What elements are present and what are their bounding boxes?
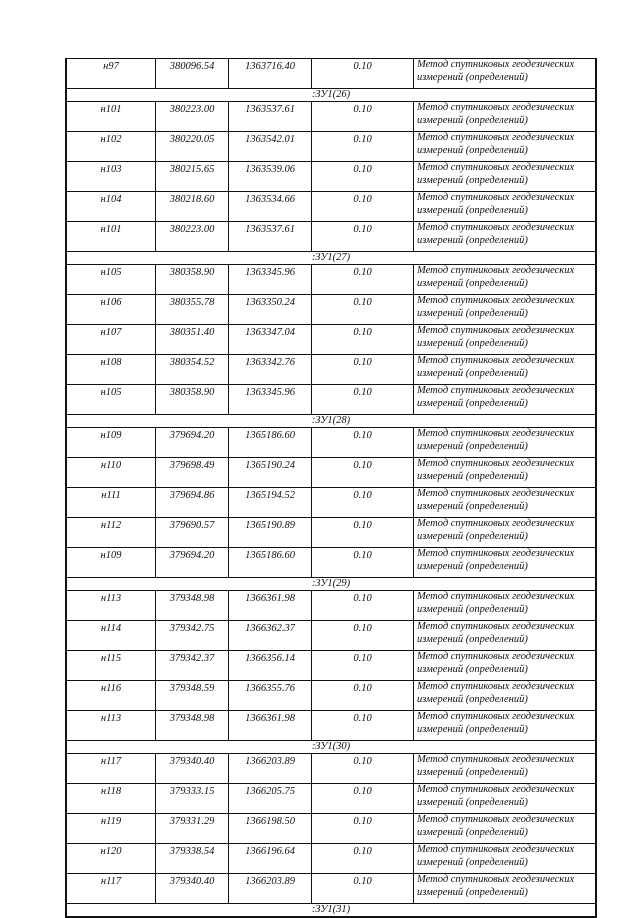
method-line: измерений (определений) — [417, 663, 528, 675]
point-name-cell: н109 — [66, 548, 156, 578]
method-cell — [414, 874, 597, 904]
method-line: измерений (определений) — [417, 440, 528, 452]
accuracy-cell: 0.10 — [312, 102, 414, 132]
y-coordinate-cell: 1363345.96 — [229, 265, 312, 295]
y-coordinate-cell: 1363539.06 — [229, 162, 312, 192]
accuracy-cell: 0.10 — [312, 621, 414, 651]
point-row — [66, 428, 596, 458]
point-row — [66, 651, 596, 681]
point-row — [66, 548, 596, 578]
point-row — [66, 458, 596, 488]
point-name-cell: н104 — [66, 192, 156, 222]
section-label: :ЗУ1(30) — [66, 741, 596, 754]
accuracy-cell: 0.10 — [312, 681, 414, 711]
method-line: Метод спутниковых геодезических — [417, 222, 575, 233]
method-line: измерений (определений) — [417, 723, 528, 735]
y-coordinate-cell: 1366362.37 — [229, 621, 312, 651]
point-name-cell: н118 — [66, 784, 156, 814]
method-line: Метод спутниковых геодезических — [417, 591, 575, 602]
method-line: измерений (определений) — [417, 886, 528, 898]
accuracy-cell: 0.10 — [312, 132, 414, 162]
method-line: Метод спутниковых геодезических — [417, 385, 575, 396]
method-line: Метод спутниковых геодезических — [417, 711, 575, 722]
accuracy-cell: 0.10 — [312, 59, 414, 89]
point-row — [66, 591, 596, 621]
point-name-cell: н114 — [66, 621, 156, 651]
x-coordinate-cell: 379690.57 — [156, 518, 229, 548]
x-coordinate-cell: 379331.29 — [156, 814, 229, 844]
method-cell — [414, 132, 597, 162]
y-coordinate-cell: 1363345.96 — [229, 385, 312, 415]
method-line: измерений (определений) — [417, 174, 528, 186]
accuracy-cell: 0.10 — [312, 518, 414, 548]
method-line: измерений (определений) — [417, 530, 528, 542]
x-coordinate-cell: 379694.20 — [156, 428, 229, 458]
y-coordinate-cell: 1363542.01 — [229, 132, 312, 162]
y-coordinate-cell: 1363537.61 — [229, 102, 312, 132]
accuracy-cell: 0.10 — [312, 162, 414, 192]
method-line: измерений (определений) — [417, 397, 528, 409]
y-coordinate-cell: 1365194.52 — [229, 488, 312, 518]
section-label: :ЗУ1(28) — [66, 415, 596, 428]
point-row — [66, 355, 596, 385]
x-coordinate-cell: 379348.98 — [156, 711, 229, 741]
point-name-cell: н119 — [66, 814, 156, 844]
method-line: измерений (определений) — [417, 470, 528, 482]
method-line: измерений (определений) — [417, 500, 528, 512]
method-line: измерений (определений) — [417, 277, 528, 289]
coordinates-table-body — [66, 59, 596, 918]
accuracy-cell: 0.10 — [312, 265, 414, 295]
method-line: измерений (определений) — [417, 71, 528, 83]
method-line: Метод спутниковых геодезических — [417, 844, 575, 855]
method-line: Метод спутниковых геодезических — [417, 192, 575, 203]
x-coordinate-cell: 379342.75 — [156, 621, 229, 651]
method-line: Метод спутниковых геодезических — [417, 162, 575, 173]
point-name-cell: н115 — [66, 651, 156, 681]
point-row — [66, 192, 596, 222]
y-coordinate-cell: 1363350.24 — [229, 295, 312, 325]
method-line: Метод спутниковых геодезических — [417, 59, 575, 70]
x-coordinate-cell: 379340.40 — [156, 754, 229, 784]
point-row — [66, 265, 596, 295]
method-line: Метод спутниковых геодезических — [417, 428, 575, 439]
y-coordinate-cell: 1363342.76 — [229, 355, 312, 385]
x-coordinate-cell: 379698.49 — [156, 458, 229, 488]
x-coordinate-cell: 379342.37 — [156, 651, 229, 681]
method-line: Метод спутниковых геодезических — [417, 518, 575, 529]
accuracy-cell: 0.10 — [312, 458, 414, 488]
method-line: измерений (определений) — [417, 633, 528, 645]
method-line: Метод спутниковых геодезических — [417, 132, 575, 143]
method-line: Метод спутниковых геодезических — [417, 102, 575, 113]
section-row — [66, 415, 596, 428]
method-cell — [414, 295, 597, 325]
x-coordinate-cell: 380358.90 — [156, 385, 229, 415]
method-line: Метод спутниковых геодезических — [417, 325, 575, 336]
accuracy-cell: 0.10 — [312, 784, 414, 814]
point-row — [66, 681, 596, 711]
section-row — [66, 741, 596, 754]
accuracy-cell: 0.10 — [312, 428, 414, 458]
y-coordinate-cell: 1365190.24 — [229, 458, 312, 488]
point-name-cell: н108 — [66, 355, 156, 385]
accuracy-cell: 0.10 — [312, 651, 414, 681]
method-line: измерений (определений) — [417, 766, 528, 778]
point-name-cell: н110 — [66, 458, 156, 488]
x-coordinate-cell: 380223.00 — [156, 102, 229, 132]
method-cell — [414, 59, 597, 89]
accuracy-cell: 0.10 — [312, 548, 414, 578]
section-label: :ЗУ1(31) — [66, 904, 596, 918]
point-row — [66, 874, 596, 904]
accuracy-cell: 0.10 — [312, 591, 414, 621]
x-coordinate-cell: 379348.98 — [156, 591, 229, 621]
accuracy-cell: 0.10 — [312, 844, 414, 874]
x-coordinate-cell: 380354.52 — [156, 355, 229, 385]
y-coordinate-cell: 1366196.64 — [229, 844, 312, 874]
point-row — [66, 295, 596, 325]
point-name-cell: н105 — [66, 385, 156, 415]
method-line: Метод спутниковых геодезических — [417, 458, 575, 469]
point-name-cell: н101 — [66, 222, 156, 252]
point-row — [66, 385, 596, 415]
y-coordinate-cell: 1366361.98 — [229, 711, 312, 741]
method-cell — [414, 621, 597, 651]
point-name-cell: н97 — [66, 59, 156, 89]
accuracy-cell: 0.10 — [312, 355, 414, 385]
method-line: Метод спутниковых геодезических — [417, 814, 575, 825]
method-line: Метод спутниковых геодезических — [417, 355, 575, 366]
method-line: Метод спутниковых геодезических — [417, 488, 575, 499]
point-row — [66, 222, 596, 252]
section-row — [66, 252, 596, 265]
method-line: измерений (определений) — [417, 603, 528, 615]
y-coordinate-cell: 1365190.89 — [229, 518, 312, 548]
point-row — [66, 518, 596, 548]
accuracy-cell: 0.10 — [312, 711, 414, 741]
y-coordinate-cell: 1363534.66 — [229, 192, 312, 222]
section-label: :ЗУ1(26) — [66, 89, 596, 102]
method-line: Метод спутниковых геодезических — [417, 784, 575, 795]
point-name-cell: н102 — [66, 132, 156, 162]
method-cell — [414, 192, 597, 222]
accuracy-cell: 0.10 — [312, 488, 414, 518]
point-row — [66, 784, 596, 814]
accuracy-cell: 0.10 — [312, 222, 414, 252]
method-cell — [414, 162, 597, 192]
method-cell — [414, 754, 597, 784]
x-coordinate-cell: 379348.59 — [156, 681, 229, 711]
point-row — [66, 621, 596, 651]
y-coordinate-cell: 1366203.89 — [229, 874, 312, 904]
section-label: :ЗУ1(29) — [66, 578, 596, 591]
x-coordinate-cell: 379340.40 — [156, 874, 229, 904]
y-coordinate-cell: 1363347.04 — [229, 325, 312, 355]
section-row — [66, 904, 596, 918]
x-coordinate-cell: 379338.54 — [156, 844, 229, 874]
x-coordinate-cell: 380218.60 — [156, 192, 229, 222]
x-coordinate-cell: 379694.20 — [156, 548, 229, 578]
point-name-cell: н113 — [66, 591, 156, 621]
point-name-cell: н120 — [66, 844, 156, 874]
y-coordinate-cell: 1363537.61 — [229, 222, 312, 252]
section-row — [66, 578, 596, 591]
method-cell — [414, 844, 597, 874]
method-cell — [414, 428, 597, 458]
y-coordinate-cell: 1366205.75 — [229, 784, 312, 814]
x-coordinate-cell: 380220.05 — [156, 132, 229, 162]
accuracy-cell: 0.10 — [312, 295, 414, 325]
method-line: измерений (определений) — [417, 234, 528, 246]
method-line: измерений (определений) — [417, 307, 528, 319]
method-line: измерений (определений) — [417, 144, 528, 156]
section-row — [66, 89, 596, 102]
point-name-cell: н105 — [66, 265, 156, 295]
method-line: измерений (определений) — [417, 560, 528, 572]
method-cell — [414, 458, 597, 488]
method-line: Метод спутниковых геодезических — [417, 265, 575, 276]
method-line: Метод спутниковых геодезических — [417, 754, 575, 765]
method-cell — [414, 651, 597, 681]
point-name-cell: н112 — [66, 518, 156, 548]
y-coordinate-cell: 1366361.98 — [229, 591, 312, 621]
y-coordinate-cell: 1366355.76 — [229, 681, 312, 711]
point-name-cell: н103 — [66, 162, 156, 192]
method-line: измерений (определений) — [417, 796, 528, 808]
method-cell — [414, 784, 597, 814]
method-line: измерений (определений) — [417, 367, 528, 379]
x-coordinate-cell: 380096.54 — [156, 59, 229, 89]
point-name-cell: н117 — [66, 874, 156, 904]
method-cell — [414, 518, 597, 548]
accuracy-cell: 0.10 — [312, 385, 414, 415]
method-cell — [414, 711, 597, 741]
x-coordinate-cell: 380351.40 — [156, 325, 229, 355]
method-cell — [414, 488, 597, 518]
accuracy-cell: 0.10 — [312, 814, 414, 844]
method-line: Метод спутниковых геодезических — [417, 651, 575, 662]
x-coordinate-cell: 379333.15 — [156, 784, 229, 814]
method-line: Метод спутниковых геодезических — [417, 681, 575, 692]
point-name-cell: н113 — [66, 711, 156, 741]
accuracy-cell: 0.10 — [312, 874, 414, 904]
point-row — [66, 754, 596, 784]
point-row — [66, 844, 596, 874]
method-line: измерений (определений) — [417, 693, 528, 705]
method-line: измерений (определений) — [417, 204, 528, 216]
point-name-cell: н117 — [66, 754, 156, 784]
method-line: измерений (определений) — [417, 856, 528, 868]
point-name-cell: н116 — [66, 681, 156, 711]
point-row — [66, 814, 596, 844]
coordinates-table — [65, 58, 597, 918]
method-cell — [414, 265, 597, 295]
point-row — [66, 325, 596, 355]
method-cell — [414, 355, 597, 385]
method-line: измерений (определений) — [417, 826, 528, 838]
method-line: Метод спутниковых геодезических — [417, 874, 575, 885]
method-cell — [414, 325, 597, 355]
method-cell — [414, 222, 597, 252]
point-row — [66, 59, 596, 89]
point-name-cell: н111 — [66, 488, 156, 518]
method-line: Метод спутниковых геодезических — [417, 621, 575, 632]
point-row — [66, 102, 596, 132]
y-coordinate-cell: 1363716.40 — [229, 59, 312, 89]
method-line: Метод спутниковых геодезических — [417, 548, 575, 559]
y-coordinate-cell: 1365186.60 — [229, 548, 312, 578]
method-cell — [414, 385, 597, 415]
point-name-cell: н109 — [66, 428, 156, 458]
x-coordinate-cell: 380355.78 — [156, 295, 229, 325]
point-name-cell: н106 — [66, 295, 156, 325]
point-row — [66, 162, 596, 192]
method-line: измерений (определений) — [417, 114, 528, 126]
y-coordinate-cell: 1366356.14 — [229, 651, 312, 681]
point-row — [66, 488, 596, 518]
accuracy-cell: 0.10 — [312, 325, 414, 355]
method-cell — [414, 814, 597, 844]
point-name-cell: н101 — [66, 102, 156, 132]
x-coordinate-cell: 380223.00 — [156, 222, 229, 252]
method-cell — [414, 681, 597, 711]
y-coordinate-cell: 1365186.60 — [229, 428, 312, 458]
y-coordinate-cell: 1366203.89 — [229, 754, 312, 784]
x-coordinate-cell: 379694.86 — [156, 488, 229, 518]
accuracy-cell: 0.10 — [312, 754, 414, 784]
method-cell — [414, 102, 597, 132]
point-row — [66, 711, 596, 741]
method-line: Метод спутниковых геодезических — [417, 295, 575, 306]
point-row — [66, 132, 596, 162]
x-coordinate-cell: 380215.65 — [156, 162, 229, 192]
section-label: :ЗУ1(27) — [66, 252, 596, 265]
accuracy-cell: 0.10 — [312, 192, 414, 222]
point-name-cell: н107 — [66, 325, 156, 355]
y-coordinate-cell: 1366198.50 — [229, 814, 312, 844]
method-cell — [414, 548, 597, 578]
coordinates-table-page — [65, 58, 597, 918]
method-line: измерений (определений) — [417, 337, 528, 349]
x-coordinate-cell: 380358.90 — [156, 265, 229, 295]
method-cell — [414, 591, 597, 621]
